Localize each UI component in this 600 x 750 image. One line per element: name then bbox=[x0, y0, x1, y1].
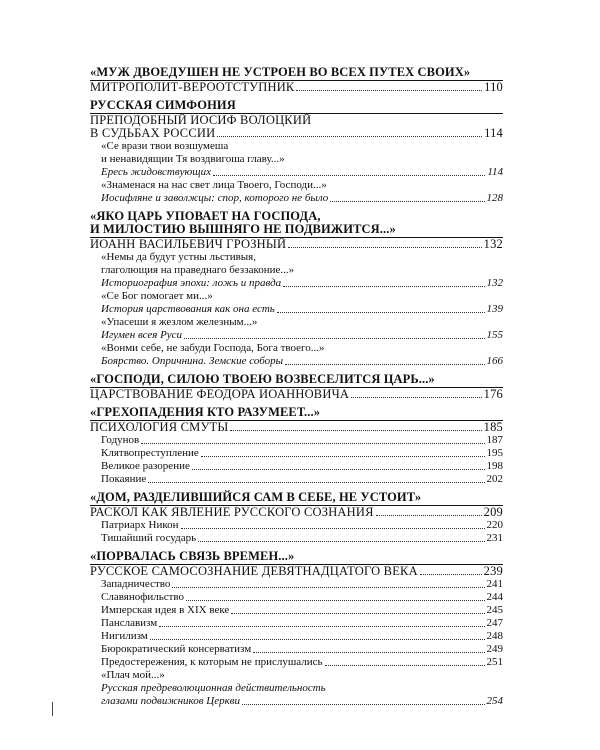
page-number: 128 bbox=[486, 192, 503, 204]
toc-entry bbox=[90, 565, 503, 578]
toc-subentry bbox=[90, 166, 503, 179]
page-number: 132 bbox=[483, 237, 503, 251]
table-of-contents bbox=[90, 66, 503, 708]
dot-leader bbox=[172, 587, 484, 588]
dot-leader bbox=[283, 286, 484, 287]
toc-subentry bbox=[90, 140, 503, 153]
dot-leader bbox=[296, 90, 482, 91]
toc-section bbox=[90, 66, 503, 94]
toc-section bbox=[90, 406, 503, 486]
entry-title: «Се врази твои возшумеша bbox=[101, 140, 229, 152]
dot-leader bbox=[325, 665, 485, 666]
toc-entry bbox=[90, 506, 503, 519]
entry-title: Ересь жидовствующих bbox=[101, 166, 211, 178]
page-number: 187 bbox=[486, 434, 503, 446]
dot-leader bbox=[198, 541, 484, 542]
entry-title: Бюрократический консерватизм bbox=[101, 643, 252, 655]
toc-section bbox=[90, 550, 503, 708]
section-heading bbox=[90, 406, 503, 421]
entry-title: МИТРОПОЛИТ-ВЕРООТСТУПНИК bbox=[90, 80, 295, 94]
dot-leader bbox=[201, 456, 485, 457]
page-number: 247 bbox=[486, 617, 503, 629]
page-number: 249 bbox=[486, 643, 503, 655]
toc-subentry bbox=[90, 342, 503, 355]
entry-title: Предостережения, к которым не прислушались bbox=[101, 656, 323, 668]
entry-title: Годунов bbox=[101, 434, 140, 446]
dot-leader bbox=[230, 430, 481, 431]
dot-leader bbox=[231, 613, 484, 614]
page-number: 155 bbox=[486, 329, 503, 341]
entry-title: ПСИХОЛОГИЯ СМУТЫ bbox=[90, 420, 229, 434]
page-number: 254 bbox=[486, 695, 503, 707]
toc-section bbox=[90, 99, 503, 205]
page-number: 139 bbox=[486, 303, 503, 315]
toc-subentry bbox=[90, 264, 503, 277]
page-number: 209 bbox=[483, 505, 503, 519]
entry-title: «Знаменася на нас свет лица Твоего, Господи...» bbox=[101, 179, 327, 191]
toc-subentry bbox=[90, 434, 503, 447]
section-heading bbox=[90, 491, 503, 506]
page-number: 202 bbox=[486, 473, 503, 485]
toc-entry bbox=[90, 388, 503, 401]
toc-subentry bbox=[90, 179, 503, 192]
page-number: 241 bbox=[486, 578, 503, 590]
dot-leader bbox=[217, 136, 482, 137]
entry-title: и ненавидящии Тя воздвигоша главу...» bbox=[101, 153, 285, 165]
toc-subentry bbox=[90, 251, 503, 264]
section-heading-line: «ГОСПОДИ, СИЛОЮ ТВОЕЮ ВОЗВЕСЕЛИТСЯ ЦАРЬ...» bbox=[90, 372, 435, 386]
dot-leader bbox=[181, 528, 485, 529]
dot-leader bbox=[420, 574, 482, 575]
entry-title: Нигилизм bbox=[101, 630, 148, 642]
entry-title: История царствования как она есть bbox=[101, 303, 275, 315]
dot-leader bbox=[213, 175, 485, 176]
page-number: 198 bbox=[486, 460, 503, 472]
dot-leader bbox=[186, 600, 484, 601]
dot-leader bbox=[159, 626, 484, 627]
entry-title: «Плач мой...» bbox=[101, 669, 165, 681]
toc-entry bbox=[90, 81, 503, 94]
section-heading bbox=[90, 210, 503, 238]
entry-title: В СУДЬБАХ РОССИИ bbox=[90, 126, 216, 140]
dot-leader bbox=[330, 201, 484, 202]
toc-subentry bbox=[90, 192, 503, 205]
toc-subentry bbox=[90, 519, 503, 532]
page-number: 185 bbox=[483, 420, 503, 434]
section-heading-line: И МИЛОСТИЮ ВЫШНЯГО НЕ ПОДВИЖИТСЯ...» bbox=[90, 222, 396, 236]
toc-subentry bbox=[90, 447, 503, 460]
entry-title: Патриарх Никон bbox=[101, 519, 179, 531]
toc-subentry bbox=[90, 695, 503, 708]
dot-leader bbox=[285, 364, 484, 365]
entry-title: «Упасеши я жезлом железным...» bbox=[101, 316, 258, 328]
toc-section bbox=[90, 491, 503, 545]
entry-title: Покаяние bbox=[101, 473, 147, 485]
entry-title: Славянофильство bbox=[101, 591, 185, 603]
toc-subentry bbox=[90, 355, 503, 368]
section-heading-line: «ПОРВАЛАСЬ СВЯЗЬ ВРЕМЕН...» bbox=[90, 549, 295, 563]
page-number: 251 bbox=[486, 656, 503, 668]
entry-title: Великое разорение bbox=[101, 460, 190, 472]
toc-subentry bbox=[90, 604, 503, 617]
toc-section bbox=[90, 373, 503, 401]
entry-title: «Вонми себе, не забуди Господа, Бога твоего...» bbox=[101, 342, 325, 354]
dot-leader bbox=[277, 312, 485, 313]
toc-subentry bbox=[90, 591, 503, 604]
entry-title: ИОАНН ВАСИЛЬЕВИЧ ГРОЗНЫЙ bbox=[90, 237, 287, 251]
page-number: 114 bbox=[487, 166, 503, 178]
page-number: 176 bbox=[483, 387, 503, 401]
entry-title: Тишайший государь bbox=[101, 532, 197, 544]
page-number: 166 bbox=[486, 355, 503, 367]
dot-leader bbox=[150, 639, 485, 640]
dot-leader bbox=[192, 469, 485, 470]
toc-subentry bbox=[90, 682, 503, 695]
toc-subentry bbox=[90, 656, 503, 669]
dot-leader bbox=[351, 397, 482, 398]
entry-title: ПРЕПОДОБНЫЙ ИОСИФ ВОЛОЦКИЙ bbox=[90, 113, 312, 127]
section-heading bbox=[90, 99, 503, 114]
page-number: 110 bbox=[484, 80, 503, 94]
toc-subentry bbox=[90, 303, 503, 316]
entry-title: Русская предреволюционная действительность bbox=[101, 682, 326, 694]
page-number: 132 bbox=[486, 277, 503, 289]
page-number: 248 bbox=[486, 630, 503, 642]
section-heading-line: «МУЖ ДВОЕДУШЕН НЕ УСТРОЕН ВО ВСЕХ ПУТЕХ СВОИХ» bbox=[90, 65, 471, 79]
toc-subentry bbox=[90, 643, 503, 656]
toc-subentry bbox=[90, 578, 503, 591]
toc-entry bbox=[90, 127, 503, 140]
page-edge-mark bbox=[52, 702, 53, 716]
page-number: 239 bbox=[483, 564, 503, 578]
dot-leader bbox=[253, 652, 484, 653]
entry-title: Имперская идея в XIX веке bbox=[101, 604, 230, 616]
dot-leader bbox=[141, 443, 484, 444]
entry-title: глаголющия на праведнаго беззаконие...» bbox=[101, 264, 295, 276]
page-number: 231 bbox=[486, 532, 503, 544]
entry-title: Западничество bbox=[101, 578, 171, 590]
dot-leader bbox=[148, 482, 484, 483]
entry-title: «Немы да будут устны льстивыя, bbox=[101, 251, 256, 263]
dot-leader bbox=[242, 704, 484, 705]
entry-title: Иосифляне и заволжцы: спор, которого не было bbox=[101, 192, 329, 204]
entry-title: РУССКОЕ САМОСОЗНАНИЕ ДЕВЯТНАДЦАТОГО ВЕКА bbox=[90, 564, 418, 578]
dot-leader bbox=[288, 247, 481, 248]
entry-title: Игумен всея Руси bbox=[101, 329, 183, 341]
section-heading-line: «ЯКО ЦАРЬ УПОВАЕТ НА ГОСПОДА, bbox=[90, 209, 321, 223]
toc-subentry bbox=[90, 617, 503, 630]
section-heading-line: «ГРЕХОПАДЕНИЯ КТО РАЗУМЕЕТ...» bbox=[90, 405, 321, 419]
entry-title: глазами подвижников Церкви bbox=[101, 695, 241, 707]
toc-subentry bbox=[90, 669, 503, 682]
entry-title: Боярство. Опричнина. Земские соборы bbox=[101, 355, 284, 367]
entry-title: Панславизм bbox=[101, 617, 158, 629]
page-number: 244 bbox=[486, 591, 503, 603]
section-heading bbox=[90, 550, 503, 565]
section-heading-line: «ДОМ, РАЗДЕЛИВШИЙСЯ САМ В СЕБЕ, НЕ УСТОИТ» bbox=[90, 490, 422, 504]
toc-subentry bbox=[90, 630, 503, 643]
toc-entry bbox=[90, 421, 503, 434]
toc-section bbox=[90, 210, 503, 368]
entry-title: «Се Бог помогает ми...» bbox=[101, 290, 213, 302]
toc-subentry bbox=[90, 290, 503, 303]
entry-title: ЦАРСТВОВАНИЕ ФЕОДОРА ИОАННОВИЧА bbox=[90, 387, 350, 401]
toc-subentry bbox=[90, 277, 503, 290]
toc-subentry bbox=[90, 329, 503, 342]
page-number: 114 bbox=[484, 126, 503, 140]
section-heading-line: РУССКАЯ СИМФОНИЯ bbox=[90, 98, 236, 112]
toc-subentry bbox=[90, 532, 503, 545]
dot-leader bbox=[376, 515, 482, 516]
section-heading bbox=[90, 373, 503, 388]
toc-subentry bbox=[90, 460, 503, 473]
entry-title: Историография эпохи: ложь и правда bbox=[101, 277, 282, 289]
entry-title: Клятвопреступление bbox=[101, 447, 199, 459]
toc-subentry bbox=[90, 153, 503, 166]
dot-leader bbox=[184, 338, 484, 339]
toc-entry bbox=[90, 238, 503, 251]
entry-title: РАСКОЛ КАК ЯВЛЕНИЕ РУССКОГО СОЗНАНИЯ bbox=[90, 505, 374, 519]
page-number: 245 bbox=[486, 604, 503, 616]
page-number: 220 bbox=[486, 519, 503, 531]
toc-subentry bbox=[90, 316, 503, 329]
toc-subentry bbox=[90, 473, 503, 486]
section-heading bbox=[90, 66, 503, 81]
page-number: 195 bbox=[486, 447, 503, 459]
